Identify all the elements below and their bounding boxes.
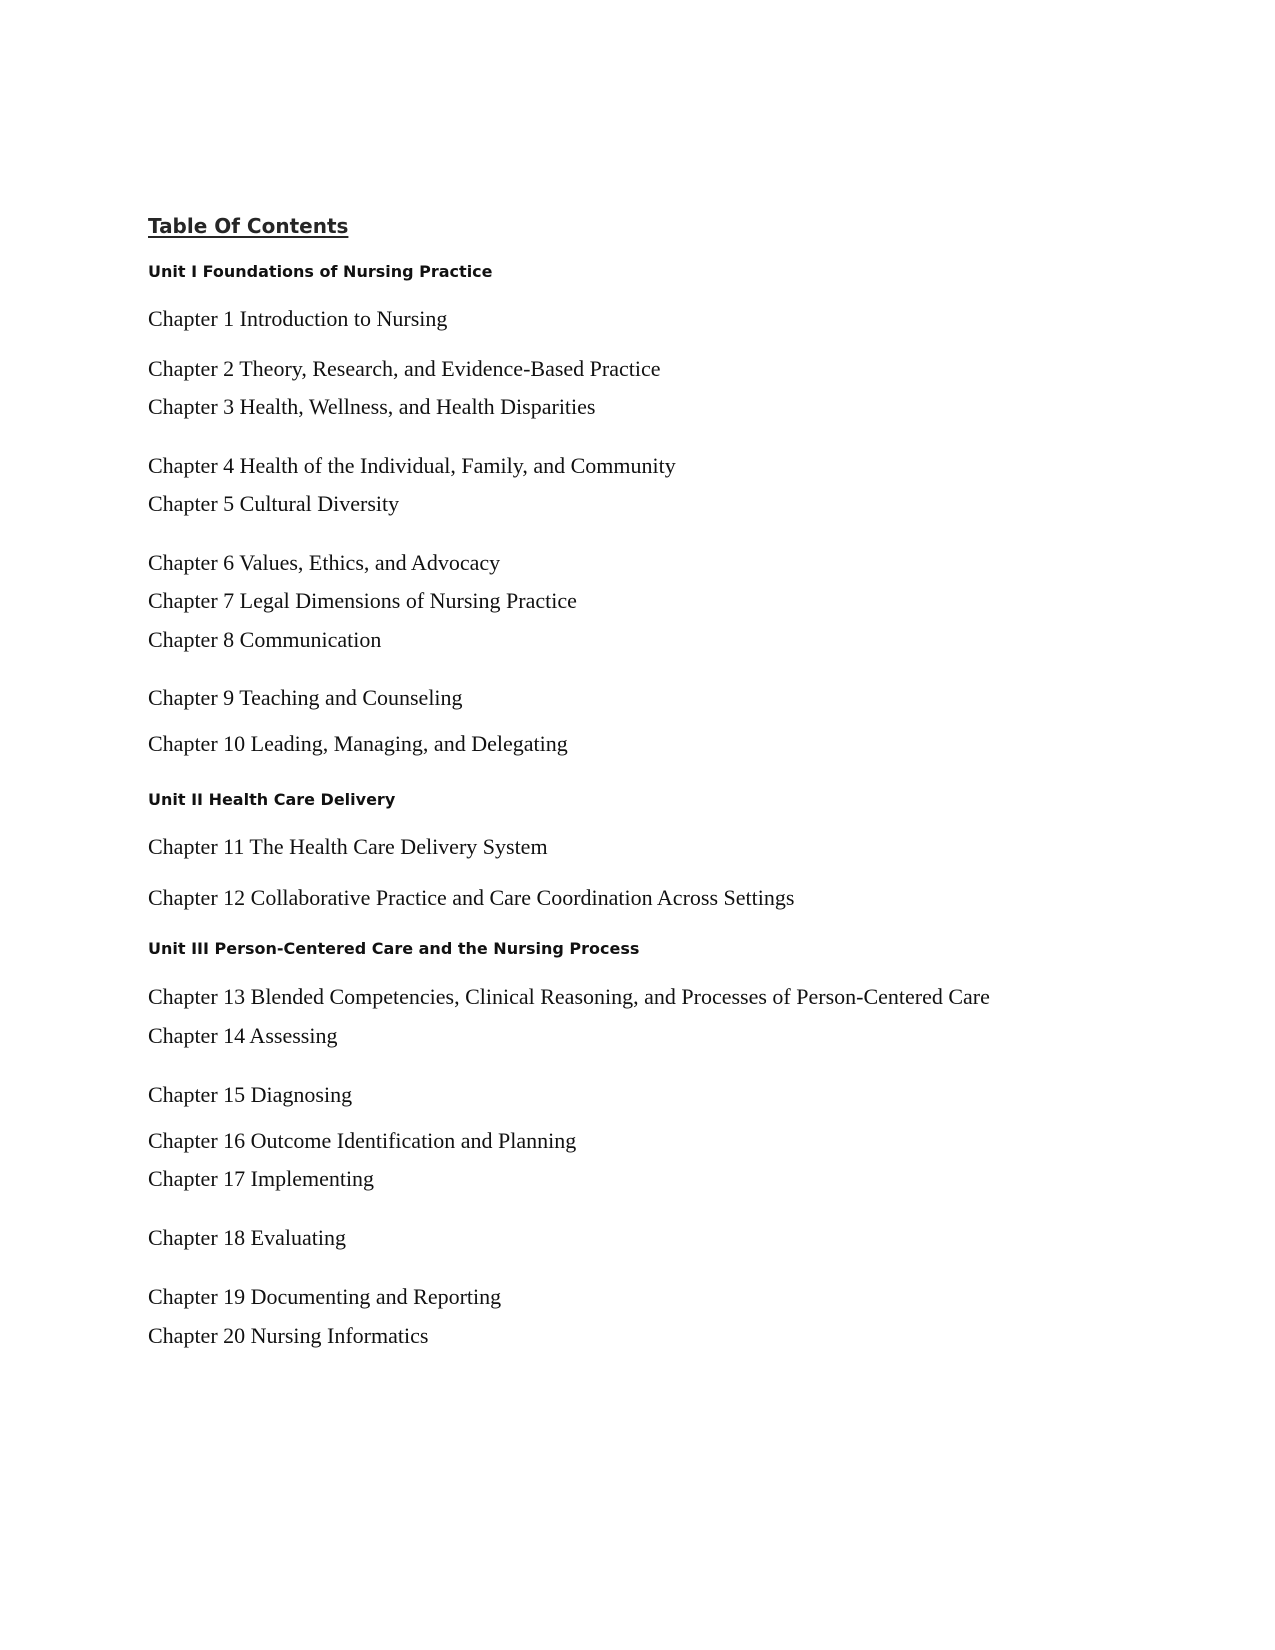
chapter-entry: Chapter 5 Cultural Diversity	[148, 491, 400, 516]
chapter-entry: Chapter 19 Documenting and Reporting	[148, 1284, 502, 1309]
page-title: Table Of Contents	[148, 214, 349, 238]
chapter-entry: Chapter 8 Communication	[148, 627, 382, 652]
unit-heading: Unit III Person-Centered Care and the Nursing Process	[148, 939, 640, 958]
chapter-entry: Chapter 9 Teaching and Counseling	[148, 685, 463, 710]
chapter-entry: Chapter 17 Implementing	[148, 1166, 375, 1191]
chapter-entry: Chapter 2 Theory, Research, and Evidence-Based Practice	[148, 356, 661, 381]
chapter-entry: Chapter 18 Evaluating	[148, 1225, 346, 1250]
chapter-entry: Chapter 11 The Health Care Delivery System	[148, 834, 548, 859]
chapter-entry: Chapter 3 Health, Wellness, and Health Disparities	[148, 394, 596, 419]
chapter-entry: Chapter 1 Introduction to Nursing	[148, 306, 448, 331]
chapter-entry: Chapter 15 Diagnosing	[148, 1082, 353, 1107]
unit-heading: Unit II Health Care Delivery	[148, 790, 396, 809]
chapter-entry: Chapter 12 Collaborative Practice and Care Coordination Across Settings	[148, 885, 795, 910]
chapter-entry: Chapter 16 Outcome Identification and Planning	[148, 1128, 577, 1153]
chapter-entry: Chapter 14 Assessing	[148, 1023, 338, 1048]
chapter-entry: Chapter 10 Leading, Managing, and Delegating	[148, 731, 568, 756]
chapter-entry: Chapter 13 Blended Competencies, Clinical Reasoning, and Processes of Person-Centered Care	[148, 984, 990, 1009]
unit-heading: Unit I Foundations of Nursing Practice	[148, 262, 493, 281]
chapter-entry: Chapter 4 Health of the Individual, Family, and Community	[148, 453, 676, 478]
chapter-entry: Chapter 6 Values, Ethics, and Advocacy	[148, 550, 501, 575]
chapter-entry: Chapter 7 Legal Dimensions of Nursing Practice	[148, 588, 577, 613]
chapter-entry: Chapter 20 Nursing Informatics	[148, 1323, 429, 1348]
